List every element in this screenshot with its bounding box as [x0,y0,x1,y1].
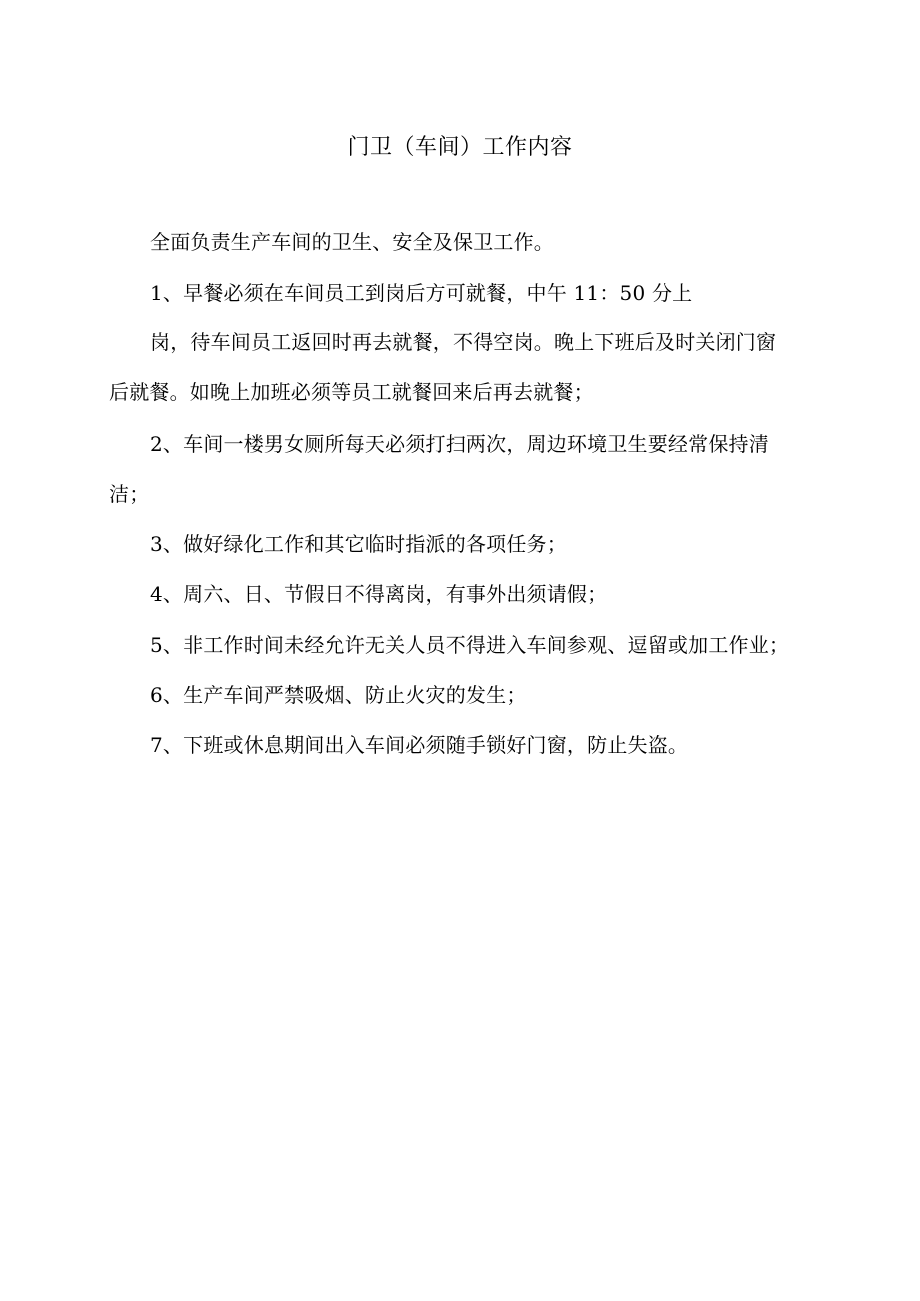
intro-text: 全面负责生产车间的卫生、安全及保卫工作。 [150,230,554,254]
item-2-line-2: 洁； [109,482,150,506]
item-4: 4、周六、日、节假日不得离岗，有事外出须请假； [150,582,608,606]
item-6: 6、生产车间严禁吸烟、防止火灾的发生； [150,683,527,707]
item-5: 5、非工作时间未经允许无关人员不得进入车间参观、逗留或加工作业； [150,633,790,657]
item-1-line-2: 岗，待车间员工返回时再去就餐，不得空岗。晚上下班后及时关闭门窗 [150,330,777,354]
item-3: 3、做好绿化工作和其它临时指派的各项任务； [150,532,567,556]
item-1-line-3: 后就餐。如晚上加班必须等员工就餐回来后再去就餐； [109,380,594,404]
item-1-line-1: 1、早餐必须在车间员工到岗后方可就餐，中午 11：50 分上 [150,281,693,305]
document-title: 门卫（车间）工作内容 [347,135,573,160]
item-2-line-1: 2、车间一楼男女厕所每天必须打扫两次，周边环境卫生要经常保持清 [150,432,769,456]
item-7: 7、下班或休息期间出入车间必须随手锁好门窗，防止失盗。 [150,733,689,757]
